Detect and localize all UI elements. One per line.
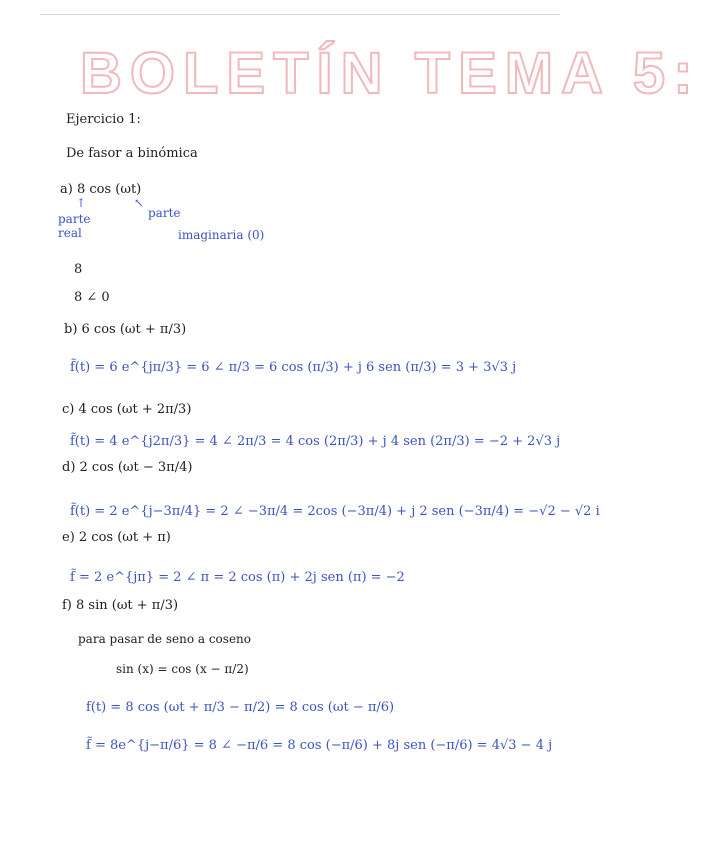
- item-f-identity: sin (x) = cos (x − π/2): [116, 662, 249, 676]
- item-e-heading: e) 2 cos (ωt + π): [62, 530, 171, 545]
- note-imag-part-2: imaginaria (0): [178, 228, 265, 242]
- item-e-work: f̃ = 2 e^{jπ} = 2 ∠ π = 2 cos (π) + 2j sen (π) = −2: [70, 570, 405, 585]
- item-f-line2: f̃ = 8e^{j−π/6} = 8 ∠ −π/6 = 8 cos (−π/6) + 8j sen (−π/6) = 4√3 − 4 j: [86, 738, 553, 753]
- note-real-part: parte real: [58, 212, 91, 240]
- item-d-heading: d) 2 cos (ωt − 3π/4): [62, 460, 193, 475]
- item-f-heading: f) 8 sin (ωt + π/3): [62, 598, 179, 613]
- item-a-heading: a) 8 cos (ωt): [60, 182, 142, 197]
- exercise-label: Ejercicio 1:: [66, 112, 141, 127]
- page-top-rule: [40, 14, 560, 15]
- item-a-line1: 8: [74, 262, 83, 277]
- item-a-line2: 8 ∠ 0: [74, 290, 110, 305]
- note-imag-part-1: parte: [148, 206, 181, 220]
- item-d-work: f̃(t) = 2 e^{j−3π/4} = 2 ∠ −3π/4 = 2cos (−3π/4) + j 2 sen (−3π/4) = −√2 − √2 i: [70, 504, 600, 519]
- item-b-heading: b) 6 cos (ωt + π/3): [64, 322, 187, 337]
- item-c-work: f̃(t) = 4 e^{j2π/3} = 4 ∠ 2π/3 = 4 cos (2π/3) + j 4 sen (2π/3) = −2 + 2√3 j: [70, 434, 561, 449]
- arrow-up-icon: ↑: [76, 196, 87, 210]
- section-subtitle: De fasor a binómica: [66, 146, 198, 161]
- item-b-work: f̃(t) = 6 e^{jπ/3} = 6 ∠ π/3 = 6 cos (π/3) + j 6 sen (π/3) = 3 + 3√3 j: [70, 360, 517, 375]
- arrow-up-left-icon: ↖: [134, 196, 145, 210]
- item-f-note: para pasar de seno a coseno: [78, 632, 251, 646]
- item-f-line1: f(t) = 8 cos (ωt + π/3 − π/2) = 8 cos (ωt − π/6): [86, 700, 395, 715]
- page-title: BOLETÍN TEMA 5:: [80, 41, 701, 106]
- item-c-heading: c) 4 cos (ωt + 2π/3): [62, 402, 192, 417]
